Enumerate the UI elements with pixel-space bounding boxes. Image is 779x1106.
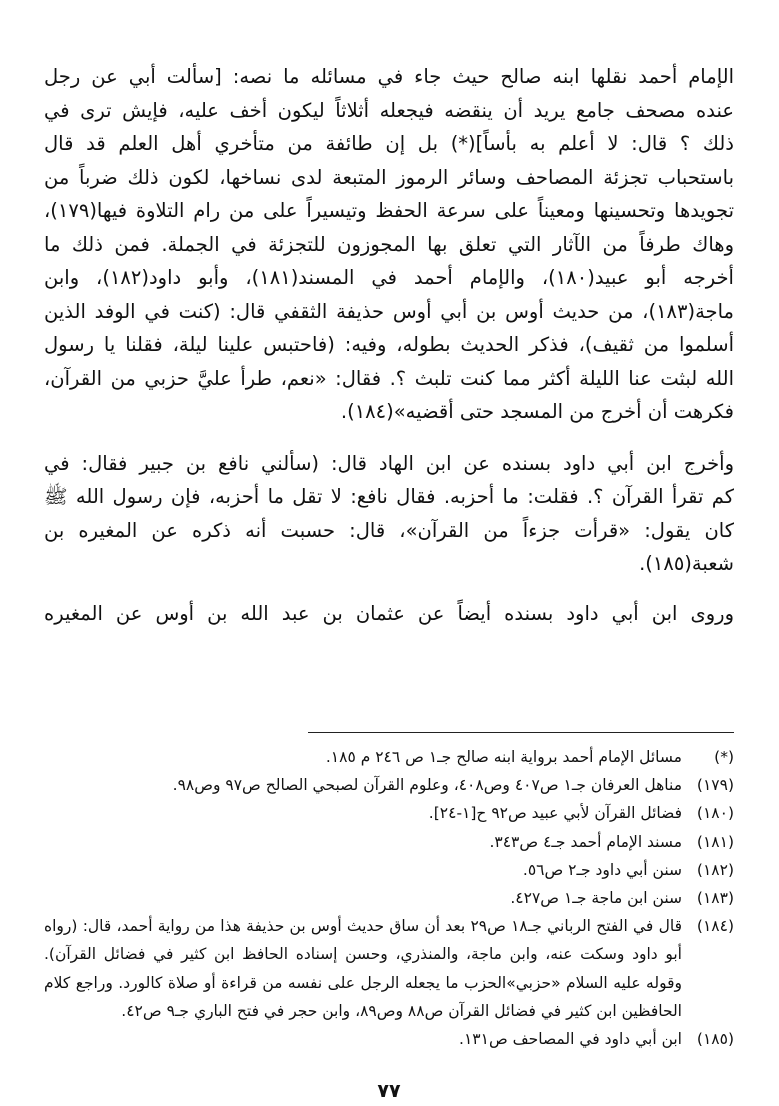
page-number: ٧٧ [377, 1080, 401, 1102]
footnote-text: قال في الفتح الرباني جـ١٨ ص٢٩ بعد أن ساق حديث أوس بن حذيفة هذا من رواية أحمد، قال: (رواه أبو داود وسكت عنه، وابن ماجة، والمنذري، وحسن إسناده الحافظ ابن كثير في فضائل القرآن). وقوله عليه السلام «حزبي»الحزب ما يجعله الرجل على نفسه من قراءة أو صلاة كالورد. وراجع كلام الحافظين ابن كثير في فضائل القرآن ص٨٨ وص٨٩، وابن حجر في فتح الباري جـ٩ ص٤٢. [44, 917, 682, 1020]
text-line: وهاك طرفاً من الآثار التي تعلق بها المجوزون للتجزئة في الجملة. فمن ذلك ما [44, 232, 734, 256]
footnote-number: (١٨٤) [696, 917, 734, 936]
paragraph-2 [44, 447, 734, 581]
footnote-number: (١٨٥) [696, 1030, 734, 1049]
footnote-text: مسائل الإمام أحمد برواية ابنه صالح جـ١ ص ٢٤٦ م ١٨٥. [325, 748, 682, 766]
text-line: الله لبثت عنا الليلة أكثر مما كنت تلبث ؟. فقال: «نعم، طرأ عليَّ حزبي من القرآن، [44, 366, 734, 390]
text-line: فكرهت أن أخرج من المسجد حتى أقضيه»(١٨٤). [340, 400, 734, 423]
text-line: عنده مصحف جامع يريد أن ينقضه فيجعله أثلاثاً ليكون أخف عليه، فإيش ترى في [44, 98, 734, 122]
footnote-text: ابن أبي داود في المصاحف ص١٣١. [459, 1030, 682, 1049]
footnote-text: مسند الإمام أحمد جـ٤ ص٣٤٣. [489, 832, 682, 851]
text-line: كم تقرأ القرآن ؟. فقلت: ما أحزبه. فقال نافع: لا تقل ما أحزبه، فإن رسول الله ﷺ [44, 485, 734, 508]
footnote-number: (١٨٠) [696, 804, 734, 823]
footnote [44, 743, 734, 771]
text-line: كان يقول: «قرأت جزءاً من القرآن»، قال: حسبت أنه ذكره عن المغيره بن [44, 518, 734, 542]
paragraph-1 [44, 60, 734, 429]
footnote-text: سنن ابن ماجة جـ١ ص٤٢٧. [510, 889, 682, 908]
footnote [44, 884, 734, 912]
footnote-number: (١٨٢) [696, 860, 734, 879]
footnote-separator [308, 732, 734, 733]
footnotes [44, 743, 734, 1053]
footnote [44, 912, 734, 1025]
paragraph-3 [44, 597, 734, 631]
footnote [44, 856, 734, 884]
text-line: ذلك ؟ قال: لا أعلم به بأساً](*) بل إن طائفة من متأخري أهل العلم قد قال [44, 132, 734, 155]
text-line: ماجة(١٨٣)، من حديث أوس بن أبي أوس حذيفة الثقفي قال: (كنت في الوفد الذين [44, 299, 734, 323]
text-line: الإمام أحمد نقلها ابنه صالح حيث جاء في مسائله ما نصه: [سألت أبي عن رجل [44, 65, 734, 88]
footnote [44, 771, 734, 799]
footnote-number: (*) [714, 748, 734, 766]
text-line: أسلموا من ثقيف)، فذكر الحديث بطوله، وفيه: (فاحتبس علينا ليلة، فقلنا يا رسول [44, 333, 734, 356]
footnote-number: (١٧٩) [696, 776, 734, 795]
text-line: وأخرج ابن أبي داود بسنده عن ابن الهاد قال: (سألني نافع بن جبير فقال: في [44, 451, 734, 475]
footnote-number: (١٨١) [696, 832, 734, 851]
text-line: شعبة(١٨٥). [639, 552, 734, 575]
text-line: وروى ابن أبي داود بسنده أيضاً عن عثمان بن عبد الله بن أوس عن المغيره [44, 601, 734, 625]
footnote-text: فضائل القرآن لأبي عبيد ص٩٢ ح[١-٢٤]. [428, 804, 682, 823]
page-content [44, 60, 734, 1100]
footnote-text: مناهل العرفان جـ١ ص٤٠٧ وص٤٠٨، وعلوم القرآن لصبحي الصالح ص٩٧ وص٩٨. [172, 776, 682, 795]
text-line: تجويدها وتحسينها ومعيناً على سرعة الحفظ وتيسيراً على من رام التلاوة فيها(١٧٩)، [44, 199, 734, 222]
text-line: أخرجه أبو عبيد(١٨٠)، والإمام أحمد في المسند(١٨١)، وأبو داود(١٨٢)، وابن [44, 266, 734, 289]
footnote-text: سنن أبي داود جـ٢ ص٥٦. [522, 860, 682, 879]
footnote [44, 799, 734, 827]
footnote [44, 1025, 734, 1053]
footnote-number: (١٨٣) [696, 889, 734, 908]
text-line: باستحباب تجزئة المصاحف وسائر الرموز المتبعة لدى نساخها، لكون ذلك ضرباً من [44, 165, 734, 189]
footnote [44, 828, 734, 856]
